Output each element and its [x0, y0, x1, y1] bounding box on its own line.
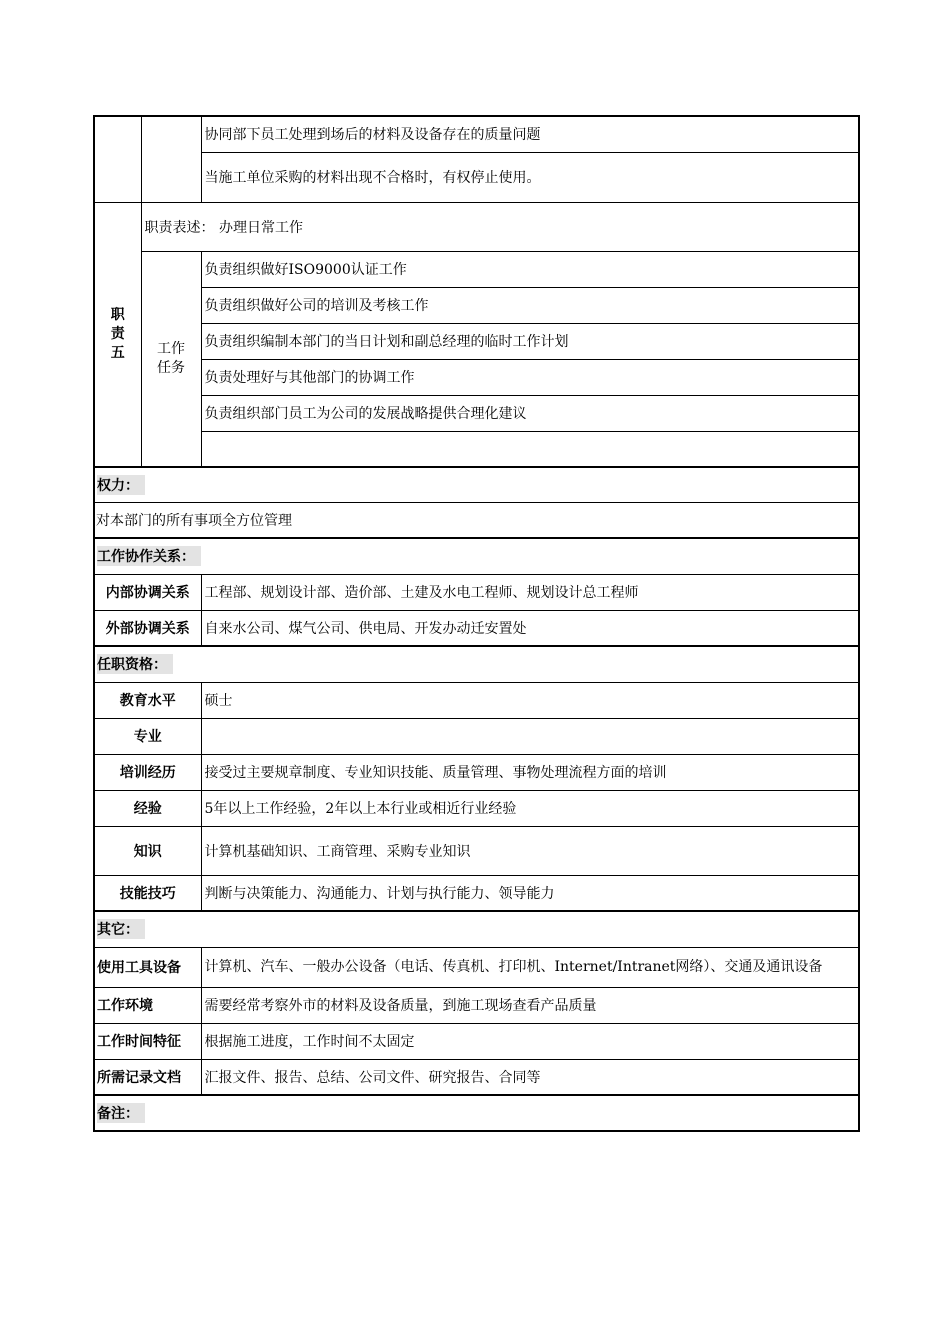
knowledge-value: 计算机基础知识、工商管理、采购专业知识 — [201, 826, 859, 875]
authority-content: 对本部门的所有事项全方位管理 — [94, 502, 859, 538]
duty5-description-row — [94, 202, 859, 251]
duty5-task-row — [94, 395, 859, 431]
top-task-row — [94, 152, 859, 202]
top-side-cell — [94, 116, 141, 202]
duty5-task-row — [94, 251, 859, 287]
internal-relations-label: 内部协调关系 — [94, 574, 201, 610]
external-relations-row — [94, 610, 859, 646]
internal-relations-value: 工程部、规划设计部、造价部、土建及水电工程师、规划设计总工程师 — [201, 574, 859, 610]
work-time-value: 根据施工进度，工作时间不太固定 — [201, 1023, 859, 1059]
duty5-task-2: 负责组织做好公司的培训及考核工作 — [201, 287, 859, 323]
authority-header: 权力： — [97, 475, 145, 495]
other-row — [94, 987, 859, 1023]
duty5-side-label: 职 责 五 — [94, 202, 141, 467]
qualification-row — [94, 790, 859, 826]
education-label: 教育水平 — [94, 682, 201, 718]
other-header-row — [94, 911, 859, 947]
documents-label: 所需记录文档 — [94, 1059, 201, 1095]
tools-value: 计算机、汽车、一般办公设备（电话、传真机、打印机、Internet/Intranet网络）、交通及通讯设备 — [201, 947, 859, 987]
other-header: 其它： — [97, 919, 145, 939]
work-time-label: 工作时间特征 — [94, 1023, 201, 1059]
top-task-row — [94, 116, 859, 152]
qualification-row — [94, 682, 859, 718]
knowledge-label: 知识 — [94, 826, 201, 875]
duty5-task-4: 负责处理好与其他部门的协调工作 — [201, 359, 859, 395]
top-task-1: 协同部下员工处理到场后的材料及设备存在的质量问题 — [201, 116, 859, 152]
duty5-task-label: 工作 任务 — [141, 251, 201, 467]
other-row — [94, 1059, 859, 1095]
qualification-row — [94, 875, 859, 911]
tools-label: 使用工具设备 — [94, 947, 201, 987]
qualification-row — [94, 826, 859, 875]
duty5-task-row — [94, 359, 859, 395]
internal-relations-row — [94, 574, 859, 610]
qualification-row — [94, 754, 859, 790]
authority-content-row — [94, 502, 859, 538]
duty5-task-3: 负责组织编制本部门的当日计划和副总经理的临时工作计划 — [201, 323, 859, 359]
relations-header-row — [94, 538, 859, 574]
job-description-table — [93, 115, 860, 1132]
top-label-cell — [141, 116, 201, 202]
experience-label: 经验 — [94, 790, 201, 826]
duty5-task-row — [94, 287, 859, 323]
qualifications-header-row — [94, 646, 859, 682]
duty5-description: 职责表述： 办理日常工作 — [141, 202, 859, 251]
environment-label: 工作环境 — [94, 987, 201, 1023]
job-description-sheet — [93, 115, 858, 1132]
training-value: 接受过主要规章制度、专业知识技能、质量管理、事物处理流程方面的培训 — [201, 754, 859, 790]
top-task-2: 当施工单位采购的材料出现不合格时，有权停止使用。 — [201, 152, 859, 202]
training-label: 培训经历 — [94, 754, 201, 790]
external-relations-value: 自来水公司、煤气公司、供电局、开发办动迁安置处 — [201, 610, 859, 646]
other-row — [94, 947, 859, 987]
duty5-task-row — [94, 323, 859, 359]
authority-header-row — [94, 467, 859, 502]
notes-header-row — [94, 1095, 859, 1131]
qualifications-header: 任职资格： — [97, 654, 173, 674]
duty5-task-6 — [201, 431, 859, 467]
skills-label: 技能技巧 — [94, 875, 201, 911]
experience-value: 5年以上工作经验，2年以上本行业或相近行业经验 — [201, 790, 859, 826]
notes-header: 备注： — [97, 1103, 145, 1123]
other-row — [94, 1023, 859, 1059]
qualification-row — [94, 718, 859, 754]
environment-value: 需要经常考察外市的材料及设备质量，到施工现场查看产品质量 — [201, 987, 859, 1023]
major-value — [201, 718, 859, 754]
education-value: 硕士 — [201, 682, 859, 718]
relations-header: 工作协作关系： — [97, 546, 201, 566]
major-label: 专业 — [94, 718, 201, 754]
duty5-task-row — [94, 431, 859, 467]
duty5-task-1: 负责组织做好ISO9000认证工作 — [201, 251, 859, 287]
duty5-task-5: 负责组织部门员工为公司的发展战略提供合理化建议 — [201, 395, 859, 431]
documents-value: 汇报文件、报告、总结、公司文件、研究报告、合同等 — [201, 1059, 859, 1095]
external-relations-label: 外部协调关系 — [94, 610, 201, 646]
skills-value: 判断与决策能力、沟通能力、计划与执行能力、领导能力 — [201, 875, 859, 911]
